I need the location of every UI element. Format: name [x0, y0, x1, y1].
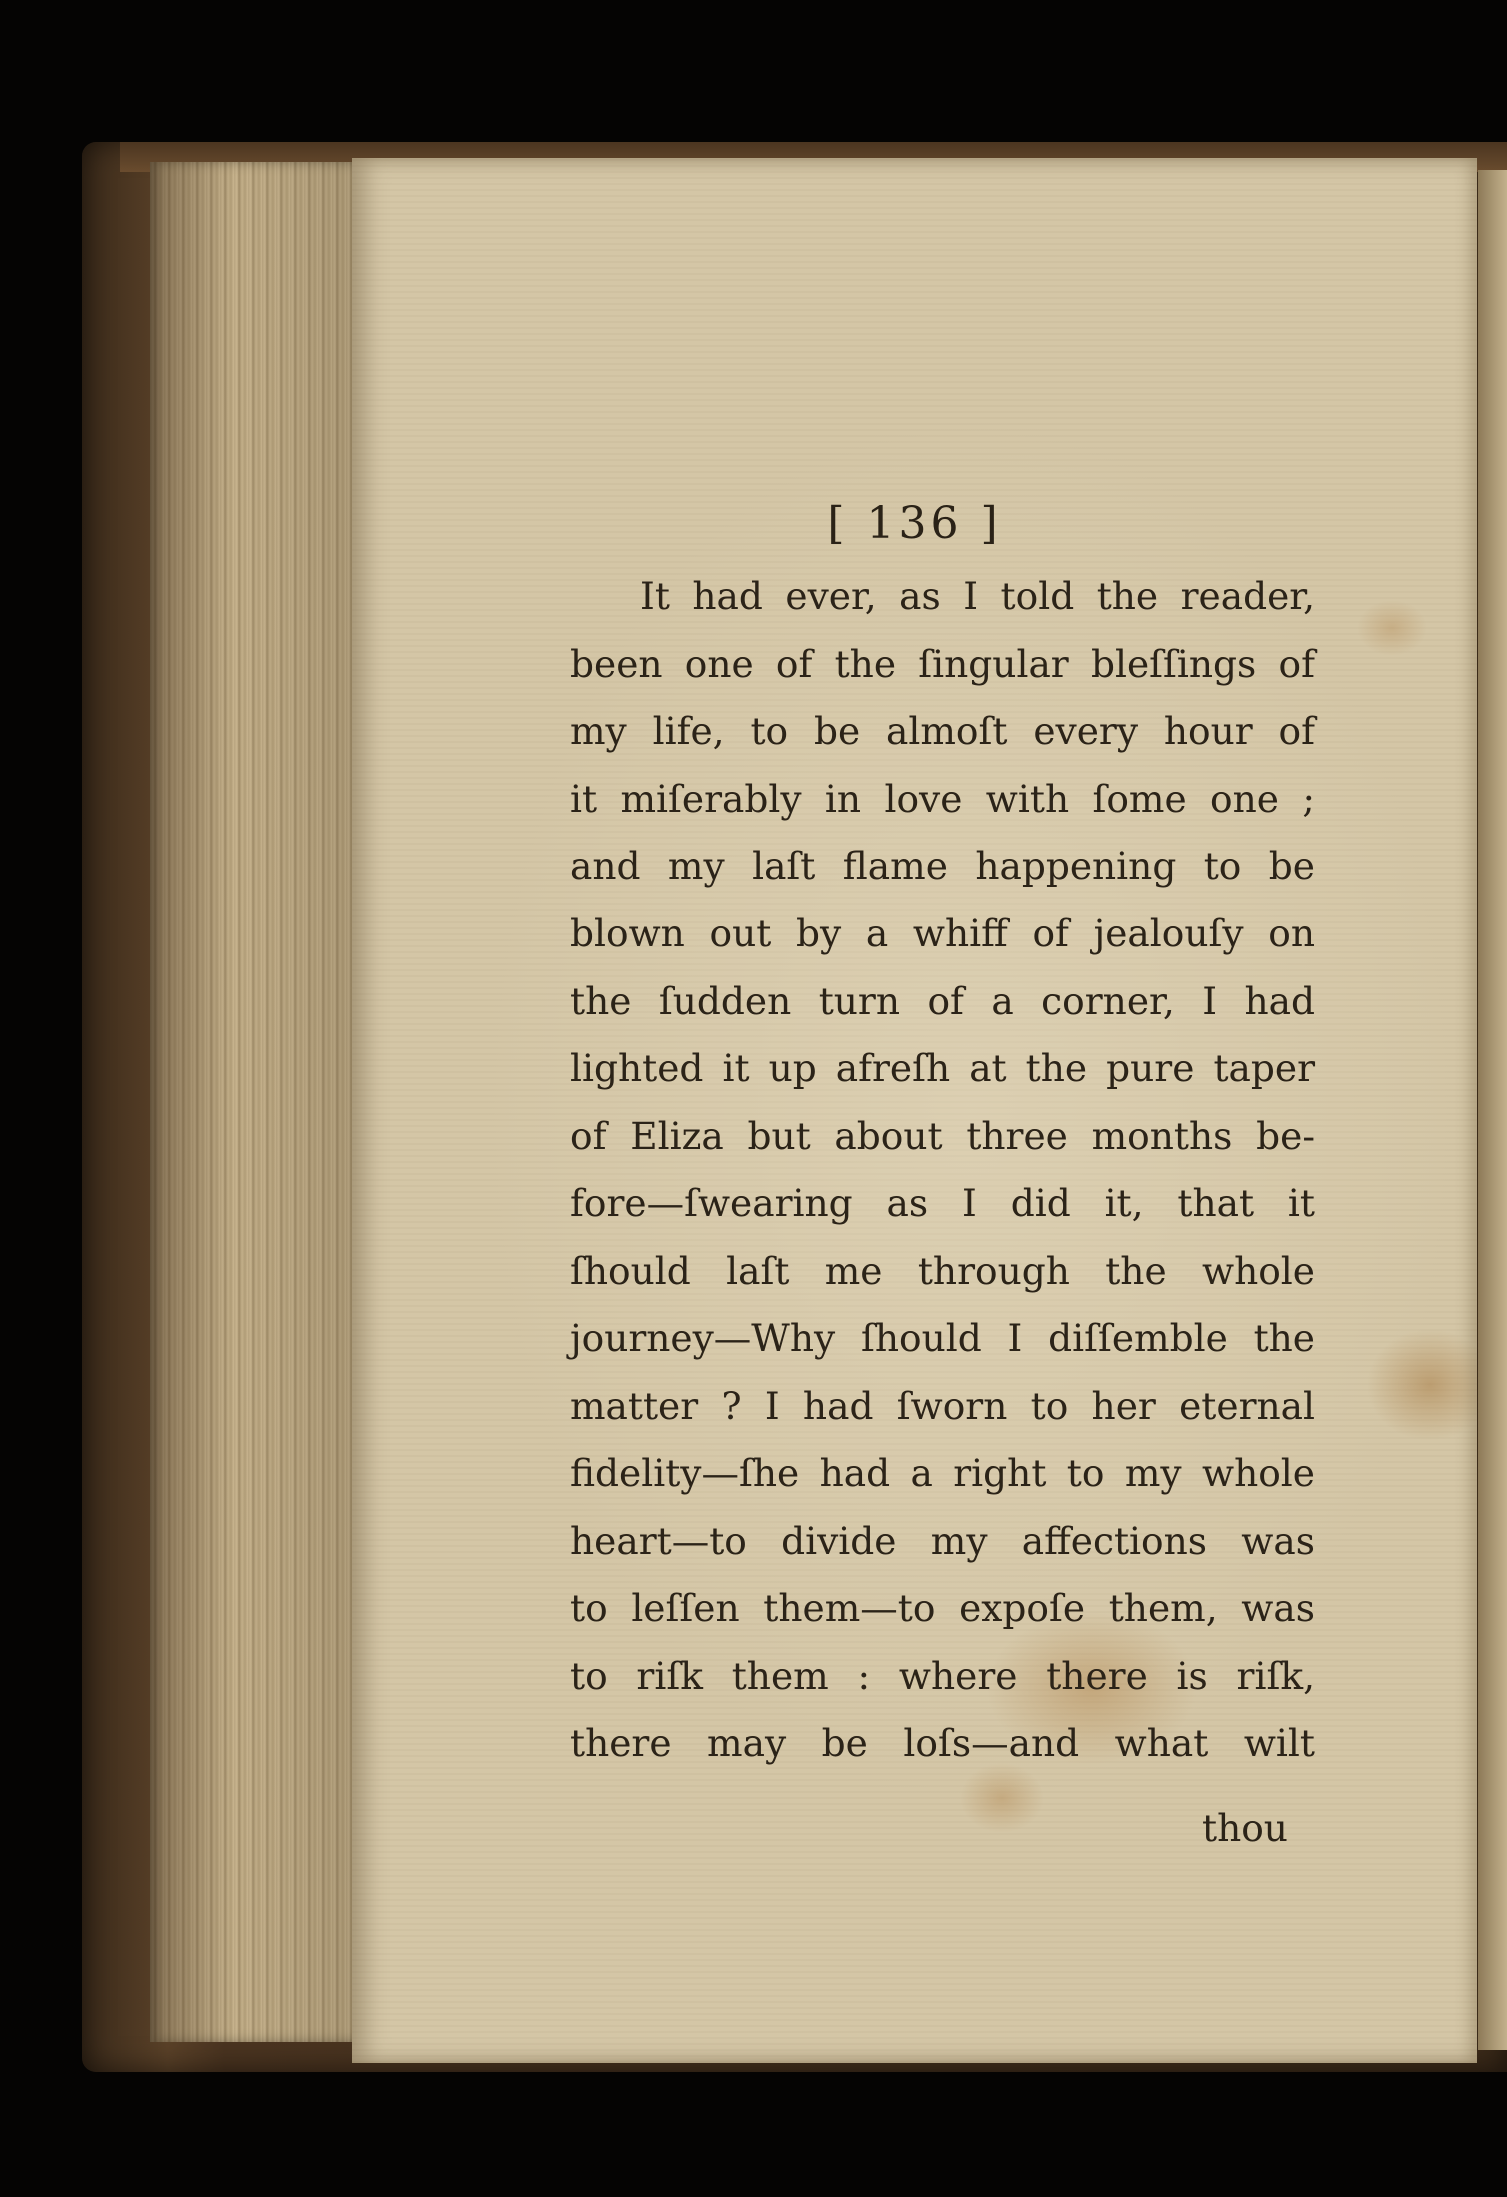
text-line: fidelity—ſhe had a right to my whole	[570, 1451, 1315, 1495]
page-fore-edges	[150, 162, 360, 2042]
text-line: there may be loſs—and what wilt	[570, 1721, 1315, 1765]
text-line: of Eliza but about three months be-	[570, 1114, 1315, 1158]
text-line: my life, to be almoſt every hour of	[570, 709, 1315, 753]
text-line: the ſudden turn of a corner, I had	[570, 979, 1315, 1023]
text-line: heart—to divide my affections was	[570, 1519, 1315, 1563]
text-line: to riſk them : where there is riſk,	[570, 1654, 1315, 1698]
page-number: [ 136 ]	[827, 498, 1002, 549]
text-line: lighted it up afreſh at the pure taper	[570, 1046, 1315, 1090]
text-line: and my laſt flame happening to be	[570, 844, 1315, 888]
text-line: fore—ſwearing as I did it, that it	[570, 1181, 1315, 1225]
text-line: it miſerably in love with ſome one ;	[570, 777, 1315, 821]
text-line: ſhould laſt me through the whole	[570, 1249, 1315, 1293]
next-page-sliver	[1478, 170, 1507, 2050]
catchword: thou	[1202, 1806, 1288, 1850]
text-line: been one of the ſingular bleſſings of	[570, 642, 1315, 686]
text-line: journey—Why ſhould I diſſemble the	[570, 1316, 1315, 1360]
text-line: blown out by a whiff of jealouſy on	[570, 911, 1315, 955]
text-line: matter ? I had ſworn to her eternal	[570, 1384, 1315, 1428]
text-line: to leſſen them—to expoſe them, was	[570, 1586, 1315, 1630]
book-page	[352, 158, 1477, 2063]
text-line: It had ever, as I told the reader,	[640, 574, 1315, 618]
